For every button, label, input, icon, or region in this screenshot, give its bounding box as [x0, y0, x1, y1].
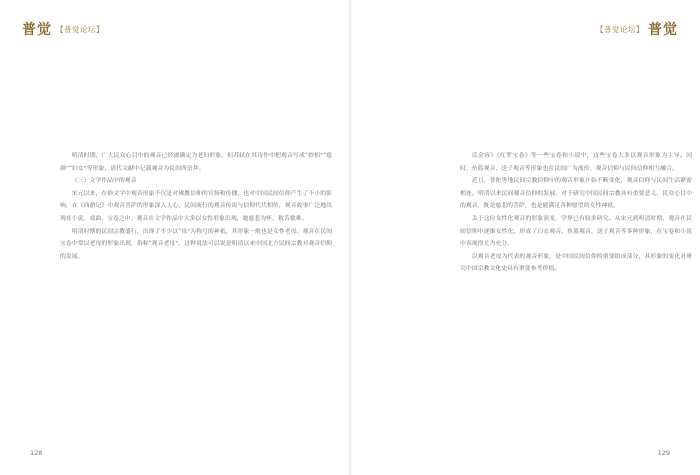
page-number: 128 — [30, 449, 43, 457]
journal-logo: 普觉 — [22, 22, 52, 38]
column-title: 【普觉论坛】 — [596, 24, 644, 34]
column-title: 【普觉论坛】 — [56, 24, 104, 34]
left-masthead — [22, 20, 104, 38]
left-body-text — [60, 150, 332, 263]
paragraph: 以观音老母为代表的观音形象，是中国民间信仰的重要组成部分，其形象的变化对研究中国宗教文化史具有重要参考价值。 — [460, 253, 692, 273]
paragraph: 关于这位女性化观音的形象演变，学界已有较多研究。从宋元到明清时期，观音在民间信仰中逐渐女性化，形成了白衣观音、鱼篮观音、送子观音等多种形象，在宝卷和小说中表现得尤为充分。 — [460, 215, 692, 248]
paragraph: 明清时期的民间宗教盛行，出现了不少以“母”为称号的神祇，其形象一般也是女性老母。观音在民间宝卷中常以老母的形象出现，俗称“观音老母”，这种说法可以说是明清以来中国北方民间宗教对观音信仰的发展。 — [60, 228, 332, 260]
page-number: 129 — [657, 449, 670, 457]
section-heading: （三）文学作品中的观音 — [71, 178, 137, 185]
paragraph: 氏金容》《红罗宝卷》等一些宝卷和小说中，这些宝卷大多以观音形象为主导。同时，鱼篮观音、送子观音等形象也在民间广为流传，观音信仰与民间信仰相互融合。 — [460, 153, 692, 172]
journal-logo: 普觉 — [648, 22, 678, 38]
right-page — [350, 0, 700, 475]
paragraph: 明清时期，广大民众心目中的观音已经被确定为老妇形象。但苏轼在其诗作中把观音写成“妙相”“慈颜”“妇女”等形象，清代文献中记载观音为民间所崇拜。 — [60, 153, 332, 172]
paragraph: 近日，普陀等地民间宗教信仰中的观音形象开始不断变化，观音信仰与民间生活紧密相连。明清以来民间观音信仰的发展，对于研究中国民间宗教具有重要意义。民众心目中的观音，既是慈悲的菩萨，也是能满足各种愿望的女性神祇。 — [460, 178, 692, 210]
right-body-text — [460, 150, 692, 276]
paragraph: 宋元以来，在俗文学中观音形象不仅是对佛教信仰的宣扬和传播，也对中国民间信仰产生了不小的影响。在《西游记》中观音菩萨的形象深入人心，民间流行的观音传说与信仰代代相传，观音故事广泛地出现在小说、戏曲、宝卷之中。观音在文学作品中大多以女性形象出现，她慈悲为怀、救苦救难。 — [60, 190, 332, 222]
right-masthead — [596, 20, 678, 38]
